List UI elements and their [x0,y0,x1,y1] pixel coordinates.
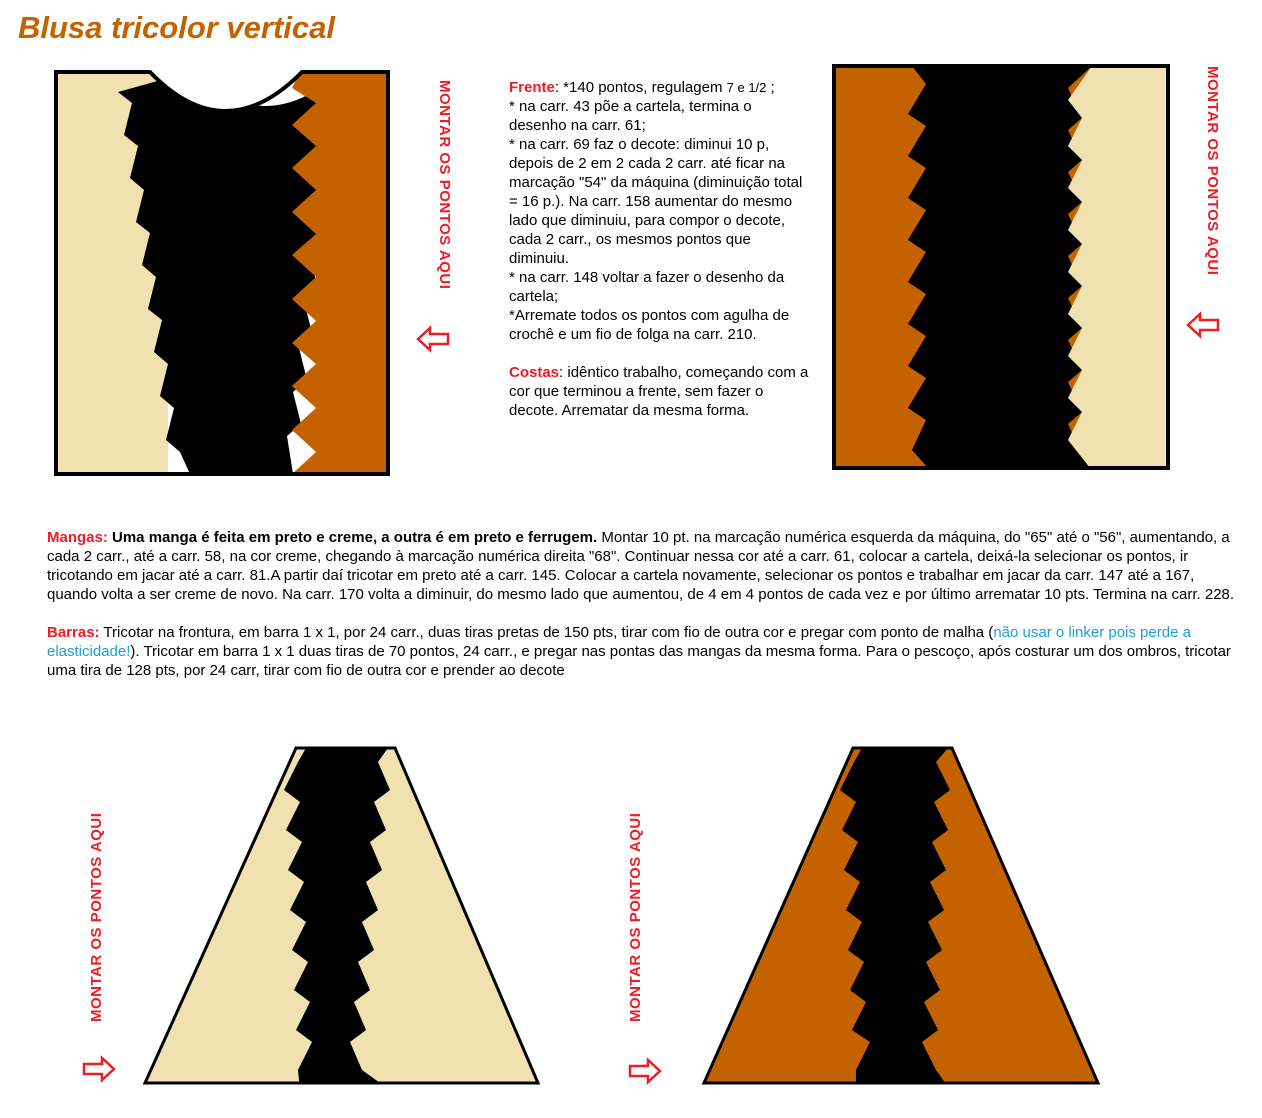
barras-label: Barras: [47,624,100,641]
costas-paragraph: Costas: idêntico trabalho, começando com a cor que terminou a frente, sem fazer o decote. Arrematar da mesma forma. [509,364,809,419]
mangas-label: Mangas: [47,529,108,546]
costas-label: Costas [509,364,560,381]
elasticity-note-link[interactable]: não usar o linker pois perde a elasticidade! [47,624,1191,660]
sleeve-cream-cast-on-label: MONTAR OS PONTOS AQUI [88,812,105,1022]
frente-paragraph: Frente: *140 pontos, regulagem 7 e 1/2 ; * na carr. 43 põe a cartela, termina o desenho na carr. 61; * na carr. 69 faz o decote: diminui 10 p, depois de 2 em 2 cada 2 carr. até ficar na marcação "54" da máquina (diminuição total = 16 p.). Na carr. 158 aumentar do mesmo lado que diminuiu, para compor o decote, cada 2 carr., os mesmos pontos que diminuiu. * na carr. 148 voltar a fazer o desenho da cartela; *Arremate todos os pontos com agulha de crochê e um fio de folga na carr. 210. [509,79,803,343]
page-title: Blusa tricolor vertical [18,10,336,45]
mangas-paragraph: Mangas: Uma manga é feita em preto e creme, a outra é em preto e ferrugem. Montar 10 pt. na marcação numérica esquerda da máquina, do "65" até o "56", aumentando, a cada 2 carr., até a carr. 58, na cor creme, chegando à marcação numérica direita "68". Continuar nessa cor até a carr. 61, colocar a cartela, deixá-la selecionar os pontos, ir tricotando em jacar até a carr. 81.A partir daí tricotar em preto até a carr. 145. Colocar a cartela novamente, selecionar os pontos e trabalhar em jacar da carr. 147 até a 167, quando volta a ser creme de novo. Na carr. 170 volta a diminuir, do mesmo lado que aumentou, de 4 em 4 pontos de cada vez e por último arrematar 10 pts. Termina na carr. 228. [47,529,1235,603]
barras-paragraph: Barras: Tricotar na frontura, em barra 1 x 1, por 24 carr., duas tiras pretas de 150 pts, tirar com fio de outra cor e pregar com ponto de malha (não usar o linker pois perde a elasticidade!). Tricotar em barra 1 x 1 duas tiras de 70 pontos, 24 carr., e pregar nas pontas das mangas da mesma forma. Para o pescoço, após costurar um dos ombros, tricotar uma tira de 128 pts, por 24 carr, tirar com fio de outra cor e prender ao decote [47,624,1231,679]
back-cast-on-label: MONTAR OS PONTOS AQUI [1204,66,1221,276]
frente-label: Frente [509,79,555,96]
front-cast-on-label: MONTAR OS PONTOS AQUI [436,80,453,290]
sleeve-rust-cast-on-label: MONTAR OS PONTOS AQUI [627,812,644,1022]
outline-arrow-icon [628,1058,662,1084]
